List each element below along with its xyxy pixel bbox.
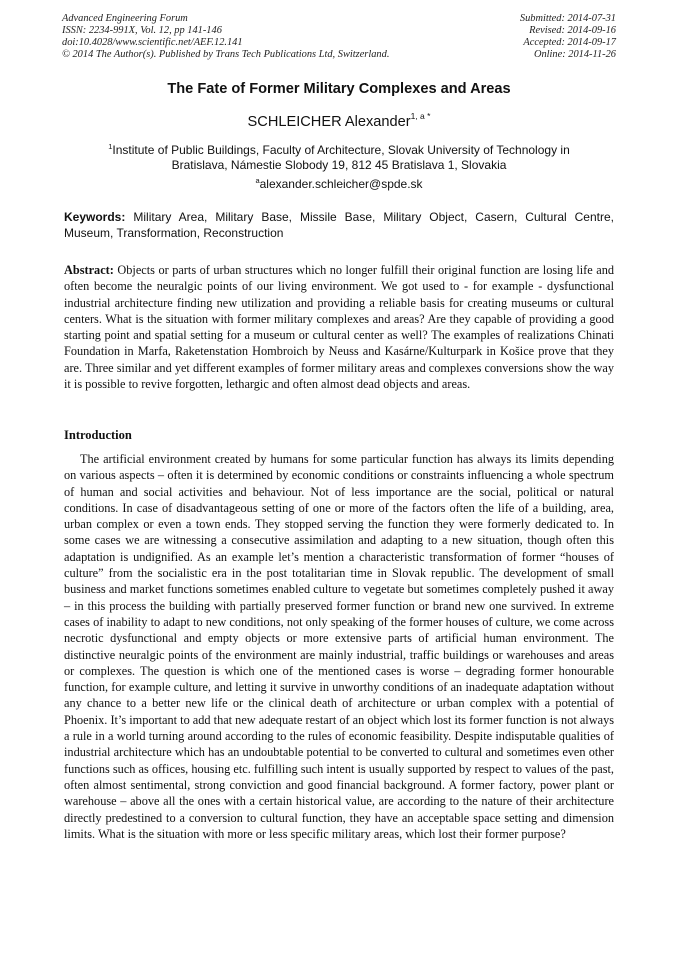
paper-title: The Fate of Former Military Complexes and Areas	[167, 81, 511, 97]
introduction-heading: Introduction	[64, 428, 132, 442]
submitted-date: Submitted: 2014-07-31	[519, 13, 616, 24]
affiliation-text: Institute of Public Buildings, Faculty of Architecture, Slovak University of Technology in Bratislava, Námestie Slobody 19, 812 45 Bratislava 1, Slovakia	[112, 143, 570, 172]
issn-line: ISSN: 2234-991X, Vol. 12, pp 141-146	[62, 25, 222, 36]
online-date: Online: 2014-11-26	[533, 49, 616, 60]
author-email	[0, 176, 678, 191]
abstract	[64, 262, 614, 392]
journal-name: Advanced Engineering Forum	[62, 13, 188, 24]
revised-date: Revised: 2014-09-16	[529, 25, 616, 36]
keywords-label: Keywords:	[64, 210, 126, 224]
author-superscript: 1, a *	[410, 111, 431, 121]
accepted-date: Accepted: 2014-09-17	[523, 37, 616, 48]
email-text: alexander.schleicher@spde.sk	[259, 177, 423, 191]
author-line	[0, 112, 678, 130]
copyright-line: © 2014 The Author(s). Published by Trans Tech Publications Ltd, Switzerland.	[62, 49, 390, 60]
keywords	[64, 209, 614, 241]
email-superscript: a	[255, 176, 260, 185]
author-name: SCHLEICHER Alexander	[247, 113, 411, 130]
journal-info	[62, 13, 389, 61]
publication-dates	[520, 13, 616, 61]
doi-line: doi:10.4028/www.scientific.net/AEF.12.141	[62, 37, 243, 48]
introduction-paragraph: The artificial environment created by humans for some particular function has always its limits depending on various aspects – often it is determined by economic conditions or constraints influencing a whole spectrum of human and social activities and behaviour. Not of less importance are the social, political or natural conditions. In case of disadvantageous setting of one or more of the factors often the life of a building, area, urban complex or even a town ends. They stopped serving the function they were formerly dedicated to. In some cases we are witnessing a consecutive assimilation and adapting to a new situation, though often this adaptation is undignified. As an example let’s mention a characteristic transformation of former “houses of culture” from the socialistic era in the post totalitarian time in Slovak republic. The development of small business and market functions sometimes enabled culture to vegetate but sometimes completely pushed it away – in this process the building with partially preserved former function or brand new one survived. In extreme cases of inability to adapt to new conditions, not only speaking of the former houses of culture, we come across necrotic dysfunctional and empty objects or more extensive parts of artificial human environment. The distinctive neuralgic points of the environment are mainly industrial, traffic buildings or warehouses and areas or complexes. The question is which one of the mentioned cases is worse – degrading former honourable function, for example culture, and letting it survive in unworthy conditions of an inadequate adaptation without any chance to a better new life or the clinical death of architecture or urban complex with a potential of Phoenix. It’s important to add that new adequate restart of an object which lost its former function is not always a rule in a world turning around according to the rules of economic feasibility. Despite indisputable qualities of industrial architecture which has an undoubtable potential to be converted to cultural and sometimes even other functions such as offices, housing etc. fulfilling such intent is usually supported by respect to values of the past, often almost sentimental, strong conviction and good financial background. A former factory, power plant or warehouse – above all the ones with a certain historical value, are according to the nature of their architecture directly predestined to a conversion to cultural function, they have an acceptable space setting and dimension limits. What is the situation with more or less specific military areas, which lost their former purpose?	[64, 452, 614, 841]
abstract-label: Abstract:	[64, 263, 114, 277]
keywords-text: Military Area, Military Base, Missile Base, Military Object, Casern, Cultural Centre, Museum, Transformation, Reconstruction	[64, 210, 614, 240]
affiliation-superscript: 1	[108, 142, 113, 151]
affiliation	[90, 139, 588, 173]
abstract-text: Objects or parts of urban structures which no longer fulfill their original function are losing life and often become the neuralgic points of our living environment. We got used to - for example - dysfunctional industrial architecture finding new utilization and providing a reliable basis for creating museums or cultural centers. What is the situation with former military complexes and areas? Are they capable of providing a good starting point and spatial setting for a museum or cultural center as well? The examples of realizations Chinati Foundation in Marfa, Raketenstation Hombroich by Neuss and Kasárne/Kulturpark in Košice prove that they are. Three similar and yet different examples of former military areas and complexes conversions show the way it is possible to revive forgotten, lethargic and often almost dead objects and areas.	[64, 263, 614, 392]
